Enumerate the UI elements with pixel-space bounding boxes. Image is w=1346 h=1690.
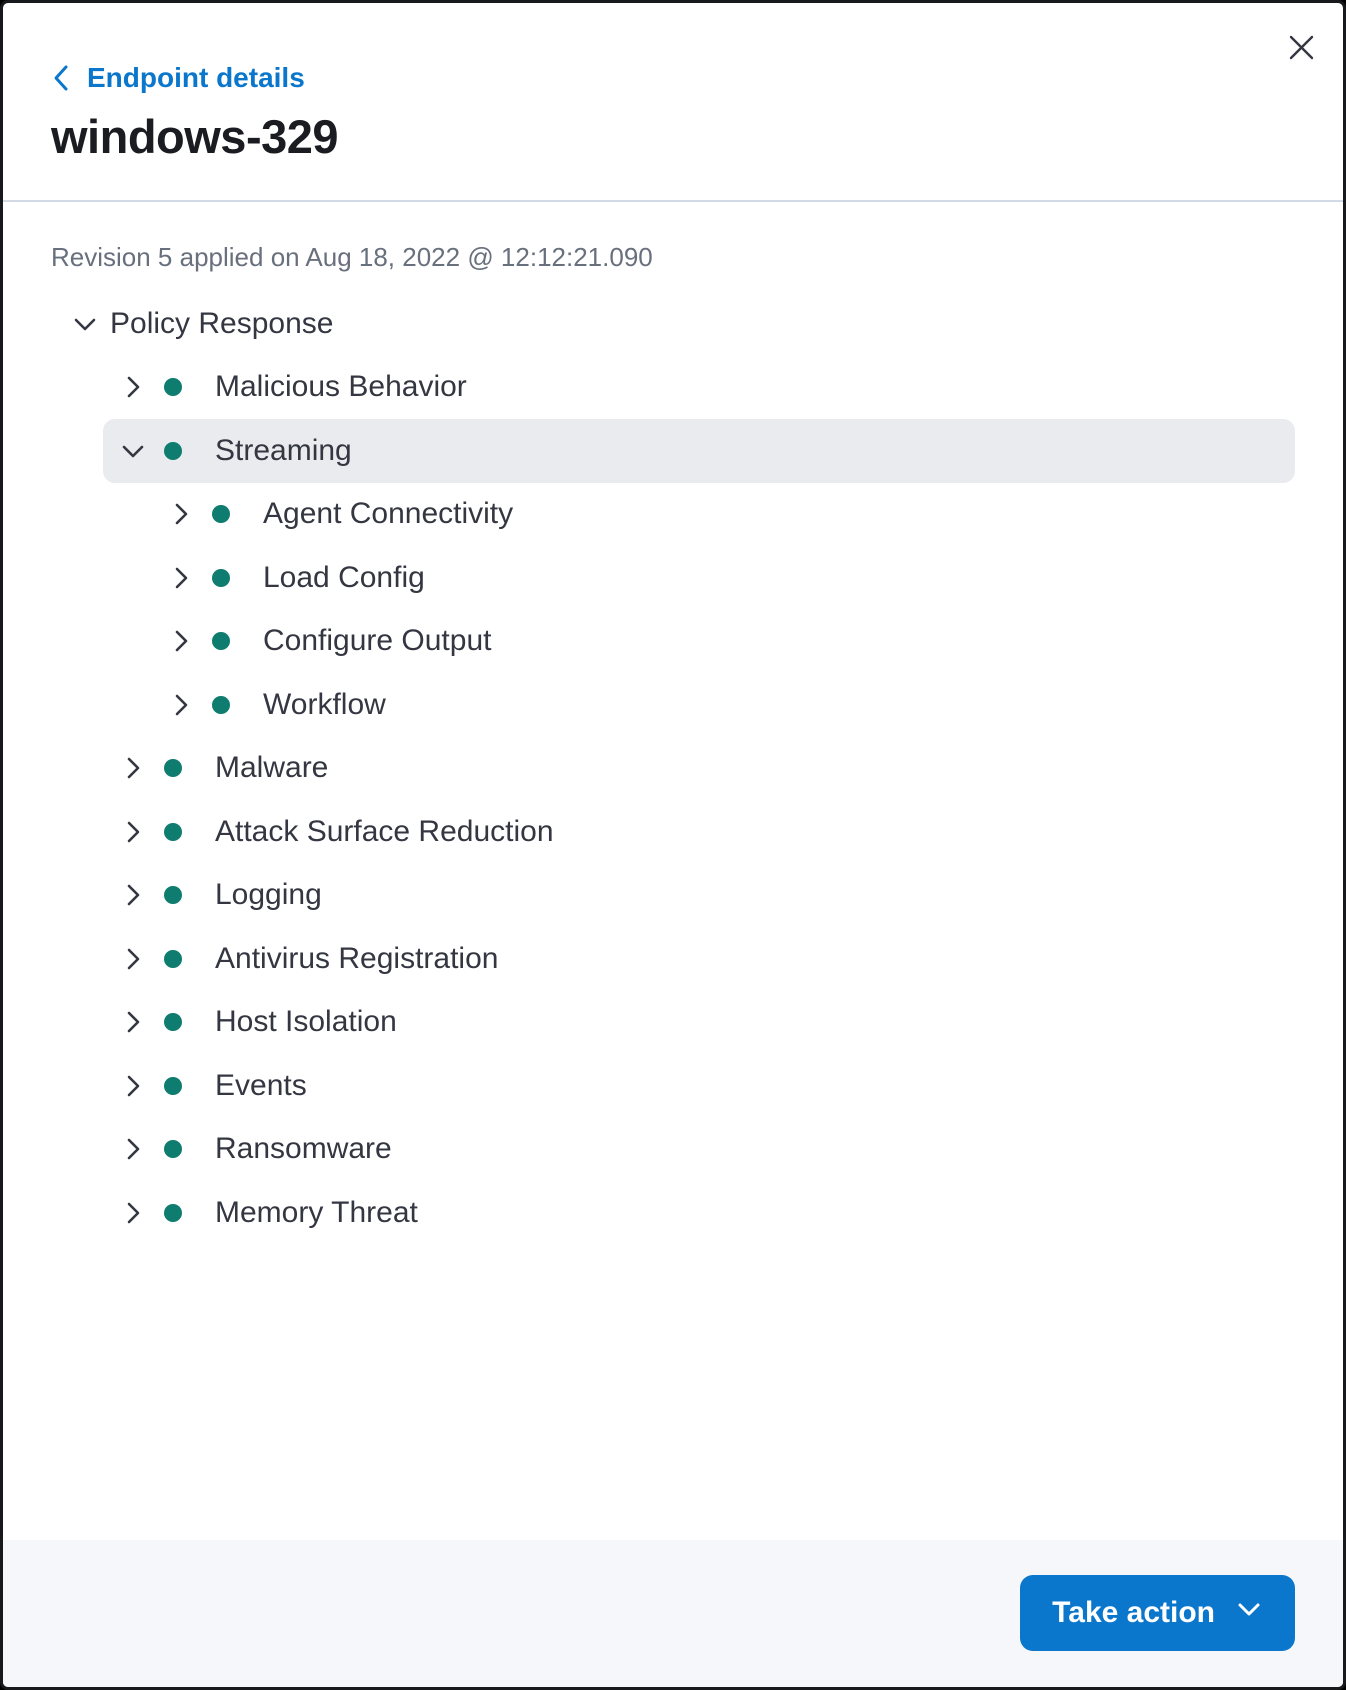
status-dot-icon bbox=[164, 442, 182, 460]
tree-item-label: Streaming bbox=[215, 433, 352, 467]
close-button[interactable] bbox=[1277, 25, 1325, 73]
tree-item-label: Host Isolation bbox=[215, 1005, 397, 1039]
flyout-body bbox=[3, 240, 1343, 1245]
tree-children bbox=[51, 356, 1295, 1245]
status-dot-icon bbox=[212, 505, 230, 523]
tree-item-antivirus-registration[interactable] bbox=[103, 927, 1295, 991]
chevron-right-icon[interactable] bbox=[167, 627, 195, 655]
chevron-right-icon[interactable] bbox=[119, 1199, 147, 1227]
tree-item-policy-response[interactable] bbox=[51, 292, 1295, 356]
chevron-right-icon[interactable] bbox=[119, 1072, 147, 1100]
tree-item-attack-surface-reduction[interactable] bbox=[103, 800, 1295, 864]
tree-item-label: Logging bbox=[215, 878, 322, 912]
status-dot-icon bbox=[164, 886, 182, 904]
flyout-header bbox=[3, 3, 1343, 164]
chevron-right-icon[interactable] bbox=[119, 373, 147, 401]
tree-item-configure-output[interactable] bbox=[151, 610, 1295, 674]
chevron-down-icon[interactable] bbox=[71, 310, 99, 338]
tree-item-label: Attack Surface Reduction bbox=[215, 814, 554, 848]
status-dot-icon bbox=[212, 696, 230, 714]
tree-item-label: Configure Output bbox=[263, 624, 492, 658]
tree-item-malware[interactable] bbox=[103, 737, 1295, 801]
tree-item-label: Workflow bbox=[263, 687, 386, 721]
status-dot-icon bbox=[164, 759, 182, 777]
tree-item-agent-connectivity[interactable] bbox=[151, 483, 1295, 547]
chevron-right-icon[interactable] bbox=[167, 500, 195, 528]
tree-item-load-config[interactable] bbox=[151, 546, 1295, 610]
take-action-label: Take action bbox=[1052, 1596, 1215, 1629]
status-dot-icon bbox=[164, 823, 182, 841]
status-dot-icon bbox=[164, 1140, 182, 1158]
chevron-down-icon bbox=[1235, 1595, 1263, 1631]
flyout-footer bbox=[3, 1540, 1343, 1687]
tree-item-label: Memory Threat bbox=[215, 1195, 418, 1229]
tree-item-malicious-behavior[interactable] bbox=[103, 356, 1295, 420]
chevron-left-icon bbox=[51, 63, 71, 93]
chevron-right-icon[interactable] bbox=[119, 818, 147, 846]
tree-item-label: Malware bbox=[215, 751, 329, 785]
tree-item-label: Ransomware bbox=[215, 1132, 392, 1166]
status-dot-icon bbox=[164, 378, 182, 396]
chevron-right-icon[interactable] bbox=[167, 691, 195, 719]
back-link-label: Endpoint details bbox=[87, 62, 305, 93]
tree-item-label: Antivirus Registration bbox=[215, 941, 499, 975]
chevron-right-icon[interactable] bbox=[119, 1135, 147, 1163]
take-action-button[interactable] bbox=[1020, 1575, 1295, 1651]
status-dot-icon bbox=[164, 1013, 182, 1031]
status-dot-icon bbox=[212, 569, 230, 587]
tree-item-streaming[interactable] bbox=[103, 419, 1295, 483]
tree-item-label: Load Config bbox=[263, 560, 425, 594]
tree-item-label: Events bbox=[215, 1068, 307, 1102]
tree-item-label: Agent Connectivity bbox=[263, 497, 514, 531]
tree-item-label: Malicious Behavior bbox=[215, 370, 467, 404]
tree-item-label: Policy Response bbox=[110, 306, 334, 340]
chevron-right-icon[interactable] bbox=[119, 881, 147, 909]
tree-item-memory-threat[interactable] bbox=[103, 1181, 1295, 1245]
tree-item-host-isolation[interactable] bbox=[103, 991, 1295, 1055]
chevron-down-icon[interactable] bbox=[119, 437, 147, 465]
status-dot-icon bbox=[164, 1077, 182, 1095]
policy-response-tree bbox=[51, 292, 1295, 1245]
chevron-right-icon[interactable] bbox=[119, 1008, 147, 1036]
back-to-endpoint-details-link[interactable] bbox=[51, 61, 305, 95]
tree-item-ransomware[interactable] bbox=[103, 1118, 1295, 1182]
status-dot-icon bbox=[212, 632, 230, 650]
chevron-right-icon[interactable] bbox=[119, 754, 147, 782]
page-title: windows-329 bbox=[51, 110, 339, 163]
chevron-right-icon[interactable] bbox=[167, 564, 195, 592]
tree-item-workflow[interactable] bbox=[151, 673, 1295, 737]
close-icon bbox=[1288, 34, 1315, 64]
tree-item-logging[interactable] bbox=[103, 864, 1295, 928]
chevron-right-icon[interactable] bbox=[119, 945, 147, 973]
tree-item-events[interactable] bbox=[103, 1054, 1295, 1118]
header-divider bbox=[3, 200, 1343, 202]
status-dot-icon bbox=[164, 950, 182, 968]
status-dot-icon bbox=[164, 1204, 182, 1222]
revision-applied-text: Revision 5 applied on Aug 18, 2022 @ 12:12:21.090 bbox=[51, 242, 653, 272]
